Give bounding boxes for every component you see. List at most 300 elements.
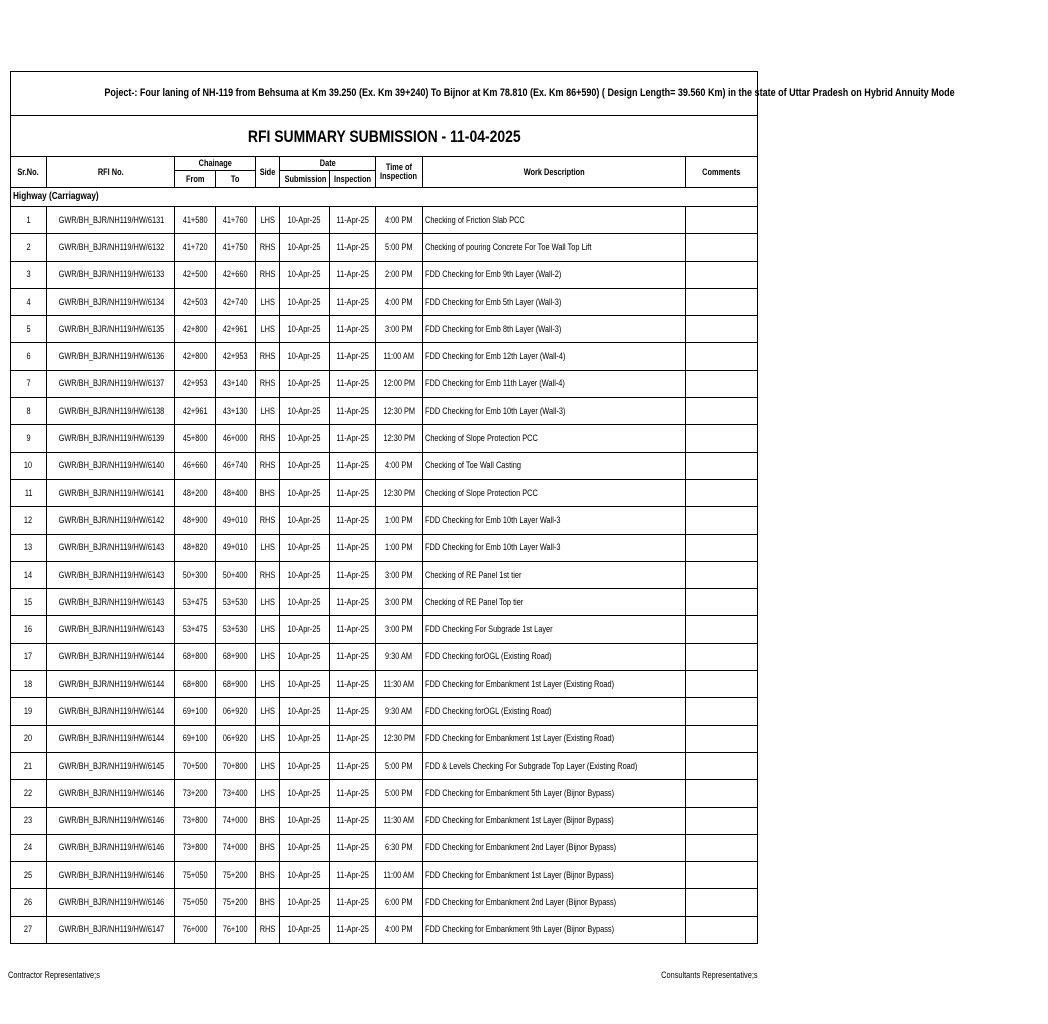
cell-rfi-no: GWR/BH_BJR/NH119/HW/6131 (47, 207, 175, 234)
table-row (11, 889, 758, 916)
cell-submission-date: 10-Apr-25 (280, 616, 330, 643)
cell-time-of-inspection: 1:00 PM (376, 507, 423, 534)
cell-work-description: Checking of RE Panel 1st tier (423, 561, 686, 588)
cell-sr-no: 18 (11, 671, 47, 698)
table-row (11, 234, 758, 261)
cell-work-description: FDD Checking for Embankment 1st Layer (Existing Road) (423, 671, 686, 698)
cell-submission-date: 10-Apr-25 (280, 507, 330, 534)
cell-comments (686, 643, 758, 670)
cell-chainage-from: 73+200 (175, 780, 216, 807)
cell-time-of-inspection: 3:00 PM (376, 589, 423, 616)
cell-time-of-inspection: 12:30 PM (376, 425, 423, 452)
cell-sr-no: 5 (11, 316, 47, 343)
cell-rfi-no: GWR/BH_BJR/NH119/HW/6143 (47, 561, 175, 588)
cell-chainage-from: 48+820 (175, 534, 216, 561)
cell-chainage-from: 42+503 (175, 288, 216, 315)
contractor-representative-label: Contractor Representative;s (8, 970, 100, 980)
cell-chainage-to: 53+530 (216, 616, 256, 643)
cell-inspection-date: 11-Apr-25 (330, 534, 376, 561)
cell-comments (686, 207, 758, 234)
cell-work-description: FDD Checking for Emb 8th Layer (Wall-3) (423, 316, 686, 343)
cell-side: LHS (256, 752, 280, 779)
cell-work-description: Checking of Slope Protection PCC (423, 479, 686, 506)
cell-side: LHS (256, 671, 280, 698)
cell-sr-no: 1 (11, 207, 47, 234)
cell-chainage-to: 73+400 (216, 780, 256, 807)
cell-time-of-inspection: 4:00 PM (376, 207, 423, 234)
header-chainage: Chainage (175, 157, 256, 171)
cell-chainage-to: 43+140 (216, 370, 256, 397)
cell-sr-no: 24 (11, 834, 47, 861)
cell-chainage-to: 06+920 (216, 725, 256, 752)
cell-work-description: FDD Checking for Emb 5th Layer (Wall-3) (423, 288, 686, 315)
cell-inspection-date: 11-Apr-25 (330, 834, 376, 861)
section-label: Highway (Carriagway) (11, 188, 758, 207)
cell-inspection-date: 11-Apr-25 (330, 616, 376, 643)
cell-rfi-no: GWR/BH_BJR/NH119/HW/6143 (47, 534, 175, 561)
cell-sr-no: 2 (11, 234, 47, 261)
cell-chainage-to: 49+010 (216, 507, 256, 534)
header-comments: Comments (686, 157, 758, 188)
cell-rfi-no: GWR/BH_BJR/NH119/HW/6146 (47, 889, 175, 916)
cell-chainage-from: 41+720 (175, 234, 216, 261)
header-rfi-no: RFI No. (47, 157, 175, 188)
cell-rfi-no: GWR/BH_BJR/NH119/HW/6146 (47, 780, 175, 807)
cell-work-description: Checking of Slope Protection PCC (423, 425, 686, 452)
table-row (11, 207, 758, 234)
cell-comments (686, 343, 758, 370)
header-from: From (175, 171, 216, 188)
cell-rfi-no: GWR/BH_BJR/NH119/HW/6134 (47, 288, 175, 315)
cell-rfi-no: GWR/BH_BJR/NH119/HW/6145 (47, 752, 175, 779)
table-row (11, 534, 758, 561)
cell-sr-no: 13 (11, 534, 47, 561)
cell-inspection-date: 11-Apr-25 (330, 507, 376, 534)
table-row (11, 725, 758, 752)
cell-submission-date: 10-Apr-25 (280, 425, 330, 452)
cell-work-description: FDD Checking for Emb 10th Layer Wall-3 (423, 534, 686, 561)
cell-comments (686, 725, 758, 752)
cell-chainage-from: 42+961 (175, 398, 216, 425)
cell-side: BHS (256, 807, 280, 834)
cell-sr-no: 20 (11, 725, 47, 752)
cell-time-of-inspection: 1:00 PM (376, 534, 423, 561)
cell-side: LHS (256, 534, 280, 561)
cell-side: RHS (256, 370, 280, 397)
cell-inspection-date: 11-Apr-25 (330, 425, 376, 452)
cell-time-of-inspection: 11:00 AM (376, 862, 423, 889)
cell-work-description: FDD Checking for Embankment 5th Layer (Bijnor Bypass) (423, 780, 686, 807)
cell-submission-date: 10-Apr-25 (280, 862, 330, 889)
cell-chainage-to: 49+010 (216, 534, 256, 561)
cell-inspection-date: 11-Apr-25 (330, 207, 376, 234)
cell-time-of-inspection: 11:30 AM (376, 671, 423, 698)
header-work-description: Work Description (423, 157, 686, 188)
table-row (11, 370, 758, 397)
cell-side: LHS (256, 207, 280, 234)
cell-rfi-no: GWR/BH_BJR/NH119/HW/6136 (47, 343, 175, 370)
cell-submission-date: 10-Apr-25 (280, 589, 330, 616)
cell-rfi-no: GWR/BH_BJR/NH119/HW/6137 (47, 370, 175, 397)
cell-submission-date: 10-Apr-25 (280, 916, 330, 943)
cell-comments (686, 752, 758, 779)
cell-side: LHS (256, 780, 280, 807)
cell-work-description: FDD Checking for Emb 9th Layer (Wall-2) (423, 261, 686, 288)
cell-comments (686, 834, 758, 861)
cell-sr-no: 22 (11, 780, 47, 807)
cell-sr-no: 27 (11, 916, 47, 943)
cell-chainage-to: 68+900 (216, 671, 256, 698)
cell-work-description: Checking of Friction Slab PCC (423, 207, 686, 234)
cell-comments (686, 425, 758, 452)
cell-work-description: FDD & Levels Checking For Subgrade Top Layer (Existing Road) (423, 752, 686, 779)
cell-comments (686, 261, 758, 288)
cell-inspection-date: 11-Apr-25 (330, 343, 376, 370)
cell-comments (686, 534, 758, 561)
cell-time-of-inspection: 4:00 PM (376, 452, 423, 479)
cell-comments (686, 507, 758, 534)
cell-chainage-to: 46+000 (216, 425, 256, 452)
cell-time-of-inspection: 12:30 PM (376, 725, 423, 752)
cell-rfi-no: GWR/BH_BJR/NH119/HW/6135 (47, 316, 175, 343)
cell-comments (686, 479, 758, 506)
cell-sr-no: 10 (11, 452, 47, 479)
header-to: To (216, 171, 256, 188)
table-row (11, 343, 758, 370)
cell-side: LHS (256, 288, 280, 315)
cell-sr-no: 21 (11, 752, 47, 779)
cell-side: LHS (256, 316, 280, 343)
cell-work-description: Checking of Toe Wall Casting (423, 452, 686, 479)
cell-chainage-from: 45+800 (175, 425, 216, 452)
cell-inspection-date: 11-Apr-25 (330, 589, 376, 616)
table-row (11, 834, 758, 861)
table-row (11, 671, 758, 698)
cell-work-description: FDD Checking for Embankment 1st Layer (Bijnor Bypass) (423, 862, 686, 889)
cell-time-of-inspection: 2:00 PM (376, 261, 423, 288)
cell-chainage-from: 68+800 (175, 643, 216, 670)
cell-rfi-no: GWR/BH_BJR/NH119/HW/6141 (47, 479, 175, 506)
cell-work-description: FDD Checking For Subgrade 1st Layer (423, 616, 686, 643)
table-row (11, 780, 758, 807)
header-sr-no: Sr.No. (11, 157, 47, 188)
cell-work-description: FDD Checking forOGL (Existing Road) (423, 643, 686, 670)
cell-comments (686, 780, 758, 807)
cell-work-description: FDD Checking for Embankment 1st Layer (Bijnor Bypass) (423, 807, 686, 834)
cell-sr-no: 9 (11, 425, 47, 452)
cell-rfi-no: GWR/BH_BJR/NH119/HW/6146 (47, 862, 175, 889)
cell-chainage-from: 48+200 (175, 479, 216, 506)
cell-time-of-inspection: 11:00 AM (376, 343, 423, 370)
cell-inspection-date: 11-Apr-25 (330, 807, 376, 834)
cell-chainage-to: 50+400 (216, 561, 256, 588)
cell-rfi-no: GWR/BH_BJR/NH119/HW/6143 (47, 616, 175, 643)
cell-chainage-to: 42+961 (216, 316, 256, 343)
cell-comments (686, 288, 758, 315)
cell-sr-no: 6 (11, 343, 47, 370)
cell-submission-date: 10-Apr-25 (280, 343, 330, 370)
rfi-summary-sheet (10, 71, 955, 944)
table-row (11, 589, 758, 616)
cell-side: RHS (256, 261, 280, 288)
cell-chainage-from: 73+800 (175, 807, 216, 834)
cell-rfi-no: GWR/BH_BJR/NH119/HW/6132 (47, 234, 175, 261)
cell-rfi-no: GWR/BH_BJR/NH119/HW/6139 (47, 425, 175, 452)
cell-submission-date: 10-Apr-25 (280, 207, 330, 234)
cell-time-of-inspection: 5:00 PM (376, 780, 423, 807)
cell-sr-no: 3 (11, 261, 47, 288)
cell-sr-no: 17 (11, 643, 47, 670)
cell-chainage-to: 41+750 (216, 234, 256, 261)
table-row (11, 425, 758, 452)
cell-time-of-inspection: 5:00 PM (376, 234, 423, 261)
cell-sr-no: 12 (11, 507, 47, 534)
cell-chainage-from: 53+475 (175, 616, 216, 643)
cell-chainage-from: 50+300 (175, 561, 216, 588)
cell-submission-date: 10-Apr-25 (280, 370, 330, 397)
consultants-representative-label: Consultants Representative;s (661, 970, 758, 980)
header-inspection: Inspection (330, 171, 376, 188)
cell-comments (686, 698, 758, 725)
header-submission: Submission (280, 171, 330, 188)
cell-time-of-inspection: 9:30 AM (376, 643, 423, 670)
cell-sr-no: 26 (11, 889, 47, 916)
cell-chainage-to: 68+900 (216, 643, 256, 670)
header-side: Side (256, 157, 280, 188)
cell-work-description: FDD Checking for Embankment 9th Layer (Bijnor Bypass) (423, 916, 686, 943)
cell-chainage-to: 42+660 (216, 261, 256, 288)
table-row (11, 616, 758, 643)
cell-rfi-no: GWR/BH_BJR/NH119/HW/6144 (47, 643, 175, 670)
cell-inspection-date: 11-Apr-25 (330, 261, 376, 288)
table-row (11, 698, 758, 725)
cell-comments (686, 561, 758, 588)
table-row (11, 316, 758, 343)
cell-chainage-from: 42+800 (175, 316, 216, 343)
cell-inspection-date: 11-Apr-25 (330, 288, 376, 315)
cell-side: LHS (256, 589, 280, 616)
cell-time-of-inspection: 4:00 PM (376, 916, 423, 943)
cell-comments (686, 370, 758, 397)
table-row (11, 561, 758, 588)
cell-chainage-from: 46+660 (175, 452, 216, 479)
cell-comments (686, 671, 758, 698)
cell-sr-no: 15 (11, 589, 47, 616)
cell-time-of-inspection: 3:00 PM (376, 561, 423, 588)
cell-rfi-no: GWR/BH_BJR/NH119/HW/6146 (47, 834, 175, 861)
cell-submission-date: 10-Apr-25 (280, 725, 330, 752)
cell-submission-date: 10-Apr-25 (280, 234, 330, 261)
cell-comments (686, 316, 758, 343)
cell-chainage-from: 76+000 (175, 916, 216, 943)
cell-side: RHS (256, 452, 280, 479)
cell-time-of-inspection: 5:00 PM (376, 752, 423, 779)
cell-work-description: Checking of RE Panel Top tier (423, 589, 686, 616)
table-row (11, 479, 758, 506)
cell-inspection-date: 11-Apr-25 (330, 316, 376, 343)
cell-side: LHS (256, 398, 280, 425)
cell-submission-date: 10-Apr-25 (280, 834, 330, 861)
cell-work-description: FDD Checking for Embankment 2nd Layer (Bijnor Bypass) (423, 834, 686, 861)
cell-chainage-to: 43+130 (216, 398, 256, 425)
cell-work-description: FDD Checking for Emb 11th Layer (Wall-4) (423, 370, 686, 397)
cell-work-description: FDD Checking for Emb 12th Layer (Wall-4) (423, 343, 686, 370)
cell-side: BHS (256, 862, 280, 889)
rfi-summary-table (10, 71, 955, 944)
cell-time-of-inspection: 4:00 PM (376, 288, 423, 315)
table-row (11, 752, 758, 779)
cell-submission-date: 10-Apr-25 (280, 534, 330, 561)
cell-submission-date: 10-Apr-25 (280, 780, 330, 807)
cell-rfi-no: GWR/BH_BJR/NH119/HW/6144 (47, 698, 175, 725)
cell-work-description: FDD Checking for Embankment 1st Layer (Existing Road) (423, 725, 686, 752)
cell-inspection-date: 11-Apr-25 (330, 698, 376, 725)
cell-side: LHS (256, 698, 280, 725)
table-row (11, 398, 758, 425)
cell-chainage-from: 53+475 (175, 589, 216, 616)
cell-submission-date: 10-Apr-25 (280, 288, 330, 315)
cell-sr-no: 25 (11, 862, 47, 889)
header-date: Date (280, 157, 376, 171)
table-row (11, 862, 758, 889)
cell-chainage-from: 42+800 (175, 343, 216, 370)
cell-rfi-no: GWR/BH_BJR/NH119/HW/6146 (47, 807, 175, 834)
cell-submission-date: 10-Apr-25 (280, 643, 330, 670)
cell-sr-no: 8 (11, 398, 47, 425)
cell-submission-date: 10-Apr-25 (280, 698, 330, 725)
cell-side: BHS (256, 479, 280, 506)
cell-time-of-inspection: 12:30 PM (376, 398, 423, 425)
cell-chainage-to: 42+953 (216, 343, 256, 370)
cell-side: RHS (256, 343, 280, 370)
cell-chainage-from: 69+100 (175, 698, 216, 725)
cell-side: BHS (256, 834, 280, 861)
cell-inspection-date: 11-Apr-25 (330, 725, 376, 752)
cell-work-description: FDD Checking for Emb 10th Layer (Wall-3) (423, 398, 686, 425)
cell-time-of-inspection: 12:00 PM (376, 370, 423, 397)
cell-chainage-to: 75+200 (216, 862, 256, 889)
cell-side: LHS (256, 616, 280, 643)
cell-chainage-from: 70+500 (175, 752, 216, 779)
cell-side: LHS (256, 643, 280, 670)
cell-sr-no: 11 (11, 479, 47, 506)
cell-chainage-from: 69+100 (175, 725, 216, 752)
cell-time-of-inspection: 6:00 PM (376, 889, 423, 916)
table-row (11, 916, 758, 943)
cell-work-description: Checking of pouring Concrete For Toe Wall Top Lift (423, 234, 686, 261)
cell-chainage-to: 75+200 (216, 889, 256, 916)
cell-comments (686, 616, 758, 643)
cell-inspection-date: 11-Apr-25 (330, 561, 376, 588)
cell-work-description: FDD Checking forOGL (Existing Road) (423, 698, 686, 725)
cell-side: LHS (256, 725, 280, 752)
cell-rfi-no: GWR/BH_BJR/NH119/HW/6140 (47, 452, 175, 479)
table-row (11, 261, 758, 288)
cell-comments (686, 398, 758, 425)
cell-chainage-from: 42+953 (175, 370, 216, 397)
cell-rfi-no: GWR/BH_BJR/NH119/HW/6144 (47, 671, 175, 698)
cell-chainage-to: 74+000 (216, 834, 256, 861)
project-title: Poject-: Four laning of NH-119 from Behsuma at Km 39.250 (Ex. Km 39+240) To Bijnor at Km 78.810 (Ex. Km 86+590) ( Design Length= 39.560 Km) in the state of Uttar Pradesh on Hybrid Annuity Mode (11, 72, 758, 116)
cell-side: RHS (256, 561, 280, 588)
cell-inspection-date: 11-Apr-25 (330, 780, 376, 807)
cell-chainage-to: 53+530 (216, 589, 256, 616)
cell-chainage-from: 73+800 (175, 834, 216, 861)
cell-inspection-date: 11-Apr-25 (330, 862, 376, 889)
cell-submission-date: 10-Apr-25 (280, 479, 330, 506)
cell-chainage-from: 48+900 (175, 507, 216, 534)
cell-time-of-inspection: 6:30 PM (376, 834, 423, 861)
cell-comments (686, 862, 758, 889)
cell-rfi-no: GWR/BH_BJR/NH119/HW/6133 (47, 261, 175, 288)
cell-inspection-date: 11-Apr-25 (330, 452, 376, 479)
cell-rfi-no: GWR/BH_BJR/NH119/HW/6143 (47, 589, 175, 616)
cell-comments (686, 916, 758, 943)
table-row (11, 452, 758, 479)
cell-inspection-date: 11-Apr-25 (330, 398, 376, 425)
cell-chainage-to: 74+000 (216, 807, 256, 834)
cell-chainage-from: 41+580 (175, 207, 216, 234)
cell-inspection-date: 11-Apr-25 (330, 370, 376, 397)
cell-chainage-to: 76+100 (216, 916, 256, 943)
table-row (11, 807, 758, 834)
cell-side: RHS (256, 425, 280, 452)
cell-side: RHS (256, 916, 280, 943)
cell-time-of-inspection: 3:00 PM (376, 616, 423, 643)
cell-sr-no: 14 (11, 561, 47, 588)
cell-sr-no: 19 (11, 698, 47, 725)
cell-comments (686, 889, 758, 916)
cell-work-description: FDD Checking for Emb 10th Layer Wall-3 (423, 507, 686, 534)
cell-inspection-date: 11-Apr-25 (330, 916, 376, 943)
cell-side: BHS (256, 889, 280, 916)
cell-chainage-from: 75+050 (175, 862, 216, 889)
cell-comments (686, 234, 758, 261)
cell-rfi-no: GWR/BH_BJR/NH119/HW/6138 (47, 398, 175, 425)
cell-submission-date: 10-Apr-25 (280, 752, 330, 779)
cell-submission-date: 10-Apr-25 (280, 398, 330, 425)
cell-inspection-date: 11-Apr-25 (330, 234, 376, 261)
cell-side: RHS (256, 234, 280, 261)
cell-submission-date: 10-Apr-25 (280, 452, 330, 479)
page-title: RFI SUMMARY SUBMISSION - 11-04-2025 (11, 116, 758, 157)
cell-rfi-no: GWR/BH_BJR/NH119/HW/6144 (47, 725, 175, 752)
cell-sr-no: 16 (11, 616, 47, 643)
cell-comments (686, 452, 758, 479)
header-time-of-inspection: Time of Inspection (376, 157, 423, 188)
cell-inspection-date: 11-Apr-25 (330, 479, 376, 506)
cell-inspection-date: 11-Apr-25 (330, 889, 376, 916)
cell-chainage-to: 46+740 (216, 452, 256, 479)
cell-chainage-to: 42+740 (216, 288, 256, 315)
cell-submission-date: 10-Apr-25 (280, 889, 330, 916)
cell-work-description: FDD Checking for Embankment 2nd Layer (Bijnor Bypass) (423, 889, 686, 916)
cell-time-of-inspection: 12:30 PM (376, 479, 423, 506)
cell-chainage-from: 68+800 (175, 671, 216, 698)
cell-comments (686, 807, 758, 834)
table-row (11, 507, 758, 534)
cell-time-of-inspection: 3:00 PM (376, 316, 423, 343)
cell-side: RHS (256, 507, 280, 534)
cell-chainage-to: 06+920 (216, 698, 256, 725)
table-row (11, 288, 758, 315)
cell-time-of-inspection: 9:30 AM (376, 698, 423, 725)
cell-rfi-no: GWR/BH_BJR/NH119/HW/6142 (47, 507, 175, 534)
cell-inspection-date: 11-Apr-25 (330, 752, 376, 779)
cell-submission-date: 10-Apr-25 (280, 261, 330, 288)
cell-rfi-no: GWR/BH_BJR/NH119/HW/6147 (47, 916, 175, 943)
cell-chainage-to: 70+800 (216, 752, 256, 779)
